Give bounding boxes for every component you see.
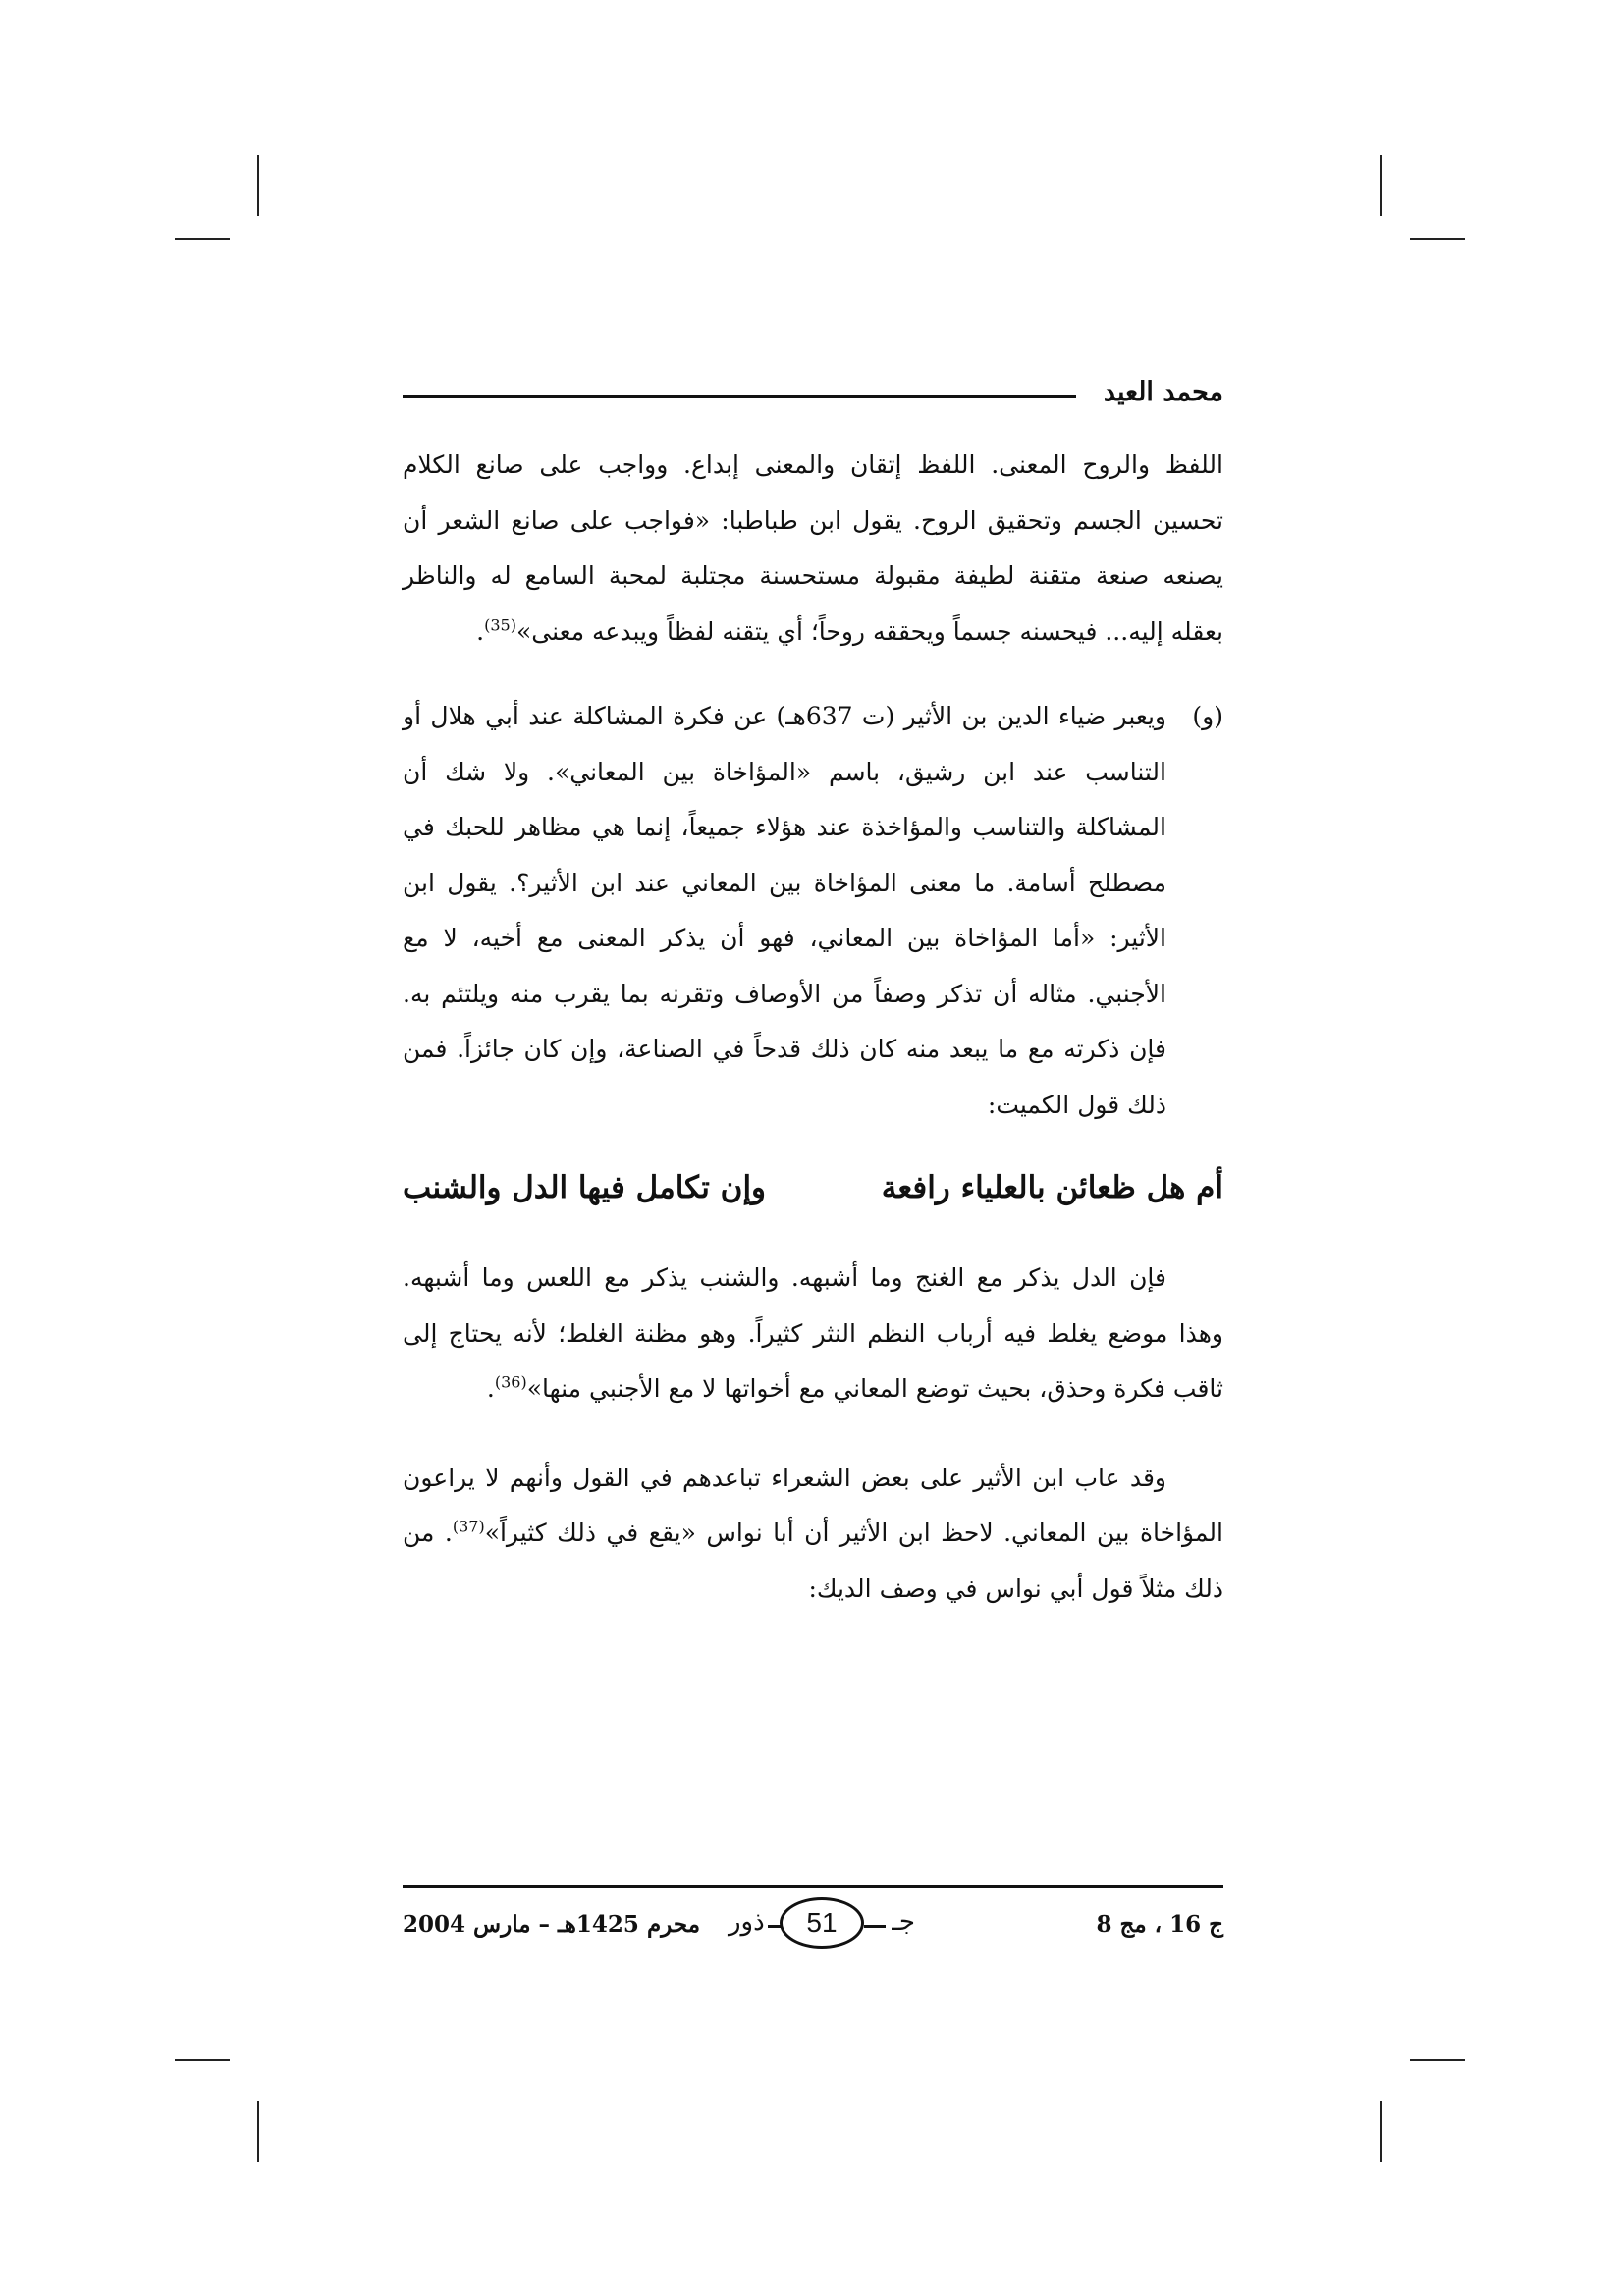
magazine-line-left: [768, 1925, 782, 1928]
paragraph-2-text: فإن الدل يذكر مع الغنج وما أشبهه. والشنب يذكر مع اللعس وما أشبهه. وهذا موضع يغلط فيه أرباب النظم النثر كثيراً. وهو مظنة الغلط؛ لأنه يحتاج إلى ثاقب فكرة وحذق، بحيث توضع المعاني مع أخواتها لا مع الأجنبي منها»: [403, 1263, 1223, 1403]
author-name: محمد العيد: [1103, 377, 1223, 407]
header-rule: [403, 395, 1076, 398]
crop-mark-bottom-left-vertical: [257, 2101, 259, 2162]
paragraph-2-end: .: [486, 1374, 495, 1403]
verse-second-hemistich: وإن تكامل فيها الدل والشنب: [403, 1170, 767, 1205]
paragraph-3-text: وقد عاب ابن الأثير على بعض الشعراء تباعدهم في القول وأنهم لا يراعون المؤاخاة بين المعاني. لاحظ ابن الأثير أن أبا نواس «يقع في ذلك كثيراً»: [403, 1463, 1223, 1547]
paragraph-2: [403, 1251, 1223, 1417]
magazine-name-right: جـ: [892, 1907, 915, 1937]
crop-mark-top-right-vertical: [1380, 155, 1382, 216]
list-item-waw: [403, 689, 1223, 1133]
crop-mark-bottom-right-horizontal: [1410, 2059, 1465, 2061]
paragraph-1-text: اللفظ والروح المعنى. اللفظ إتقان والمعنى إبداع. وواجب على صانع الكلام تحسين الجسم وتحقيق الروح. يقول ابن طباطبا: «فواجب على صانع الشعر أن يصنعه صنعة متقنة لطيفة مقبولة مستحسنة مجتلبة لمحبة السامع له والناظر بعقله إليه... فيحسنه جسماً ويحققه روحاً؛ أي يتقنه لفظاً ويبدعه معنى»: [403, 451, 1223, 646]
crop-mark-top-left-vertical: [257, 155, 259, 216]
verse-first-hemistich: أم هل ظعائن بالعلياء رافعة: [881, 1170, 1223, 1205]
paragraph-3-text-end: . من ذلك مثلاً قول أبي نواس في وصف الديك:: [403, 1519, 1223, 1603]
issue-date: محرم 1425هـ – مارس 2004: [403, 1911, 701, 1938]
crop-mark-bottom-right-vertical: [1380, 2101, 1382, 2162]
magazine-page-marker: [729, 1897, 915, 1952]
paragraph-1-end: .: [476, 616, 485, 646]
issue-volume: ج 16 ، مج 8: [1096, 1911, 1223, 1938]
list-item-label: (و): [1192, 702, 1223, 730]
footnote-ref-35: (35): [484, 615, 516, 635]
page-number: 51: [780, 1897, 864, 1949]
magazine-name-left: ذور: [729, 1907, 765, 1937]
crop-mark-top-right-horizontal: [1410, 238, 1465, 240]
paragraph-3: [403, 1451, 1223, 1618]
magazine-line-right: [864, 1925, 886, 1928]
running-header: [403, 373, 1223, 416]
page-footer: [403, 1885, 1223, 1966]
paragraph-1: [403, 438, 1223, 660]
footnote-ref-36: (36): [494, 1372, 527, 1392]
poetry-verse: [403, 1158, 1223, 1217]
crop-mark-top-left-horizontal: [175, 238, 230, 240]
page-body: [403, 373, 1223, 1617]
crop-mark-bottom-left-horizontal: [175, 2059, 230, 2061]
footnote-ref-37: (37): [452, 1517, 485, 1536]
list-item-text: ويعبر ضياء الدين بن الأثير (ت 637هـ) عن فكرة المشاكلة عند أبي هلال أو التناسب عند ابن رشيق، باسم «المؤاخاة بين المعاني». ولا شك أن المشاكلة والتناسب والمؤاخذة عند هؤلاء جميعاً، إنما هي مظاهر للحبك في مصطلح أسامة. ما معنى المؤاخاة بين المعاني عند ابن الأثير؟. يقول ابن الأثير: «أما المؤاخاة بين المعاني، فهو أن يذكر المعنى مع أخيه، لا مع الأجنبي. مثاله أن تذكر وصفاً من الأوصاف وتقرنه بما يقرب منه ويلتئم به. فإن ذكرته مع ما يبعد منه كان ذلك قدحاً في الصناعة، وإن كان جائزاً. فمن ذلك قول الكميت:: [403, 702, 1166, 1119]
